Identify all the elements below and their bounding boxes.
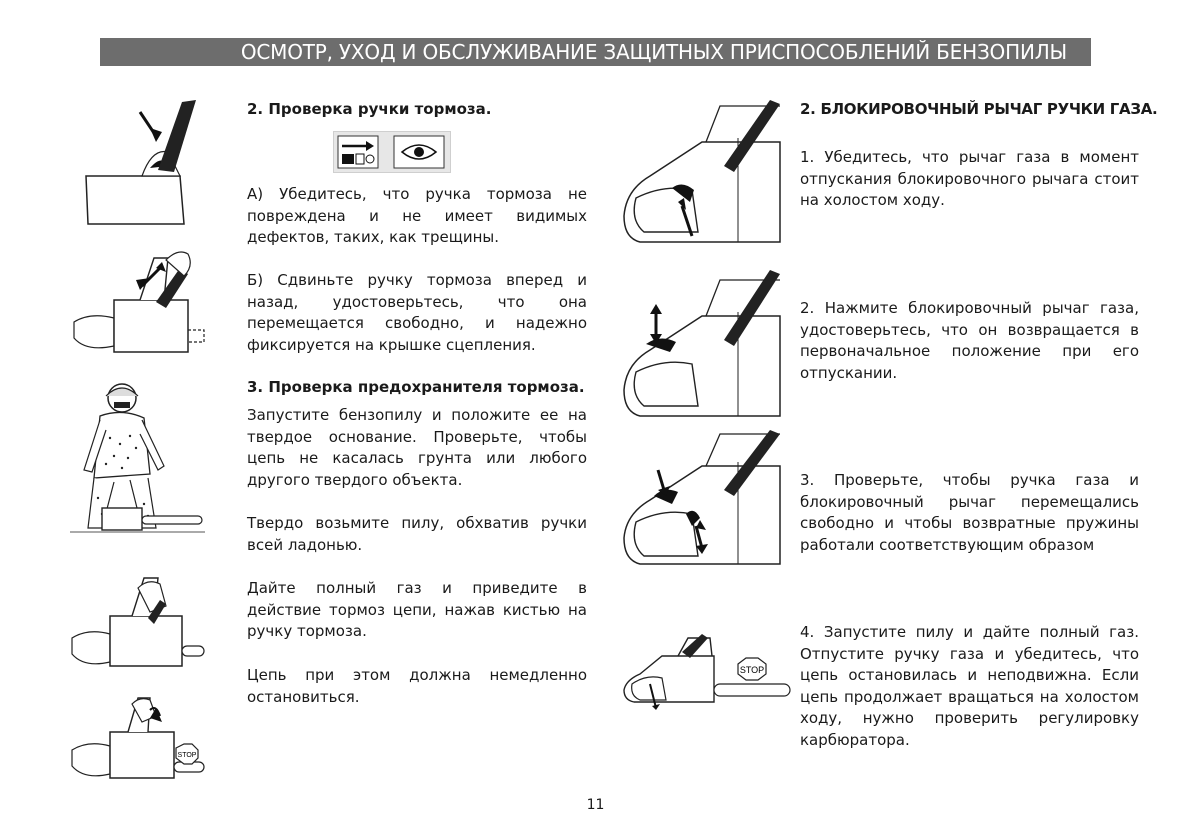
throttle-step-1: 1. Убедитесь, что рычаг газа в момент отпускания блокировочного рычага стоит на холостом ходу.	[800, 148, 1139, 209]
stop-sign-text: STOP	[177, 752, 197, 759]
throttle-move-freely-illustration	[620, 430, 785, 570]
throttle-step-2: 2. Нажмите блокировочный рычаг газа, удостоверьтесь, что он возвращается в первоначальное положение при его отпускании.	[800, 299, 1139, 382]
operator-start-saw-illustration	[70, 378, 205, 543]
brake-handle-move-illustration	[70, 238, 205, 368]
throttle-lock-heading: 2. БЛОКИРОВОЧНЫЙ РЫЧАГ РУЧКИ ГАЗА.	[800, 100, 1158, 118]
brake-check-symbol	[333, 131, 451, 173]
throttle-step-3: 3. Проверьте, чтобы ручка газа и блокировочный рычаг перемещались свободно и чтобы возвратные пружины работали соответствующим образом	[800, 471, 1139, 554]
section-3-paragraph-3: Дайте полный газ и приведите в действие тормоз цепи, нажав кистью на ручку тормоза.	[247, 579, 587, 640]
section-3-paragraph-2: Твердо возьмите пилу, обхватив ручки всей ладонью.	[247, 514, 587, 554]
section-2-paragraph-b: Б) Сдвиньте ручку тормоза вперед и назад, удостоверьтесь, что она перемещается свободно, и надежно фиксируется на крышке сцепления.	[247, 271, 587, 354]
section-3-heading: 3. Проверка предохранителя тормоза.	[247, 378, 585, 396]
page-number: 11	[586, 797, 605, 813]
chain-stop-illustration	[70, 684, 205, 784]
brake-activate-illustration	[70, 572, 205, 672]
section-3-paragraph-1: Запустите бензопилу и положите ее на твердое основание. Проверьте, чтобы цепь не касалась грунта или любого другого твердого объекта.	[247, 406, 587, 489]
stop-sign-text: STOP	[739, 665, 765, 675]
page-title: ОСМОТР, УХОД И ОБСЛУЖИВАНИЕ ЗАЩИТНЫХ ПРИСПОСОБЛЕНИЙ БЕНЗОПИЛЫ	[100, 38, 1091, 66]
throttle-step-4: 4. Запустите пилу и дайте полный газ. Отпустите ручку газа и убедитесь, что цепь остановилась и неподвижна. Если цепь продолжает вращаться на холостом ходу, нужно проверить регулировку карбюратора.	[800, 623, 1139, 749]
section-2-heading: 2. Проверка ручки тормоза.	[247, 100, 492, 118]
full-throttle-stop-illustration	[622, 630, 792, 710]
section-3-paragraph-4: Цепь при этом должна немедленно остановиться.	[247, 666, 587, 706]
throttle-lock-idle-illustration	[620, 98, 785, 248]
throttle-lock-press-illustration	[620, 262, 785, 422]
brake-handle-inspection-illustration	[72, 96, 202, 236]
section-2-paragraph-a: А) Убедитесь, что ручка тормоза не повреждена и не имеет видимых дефектов, таких, как трещины.	[247, 185, 587, 246]
